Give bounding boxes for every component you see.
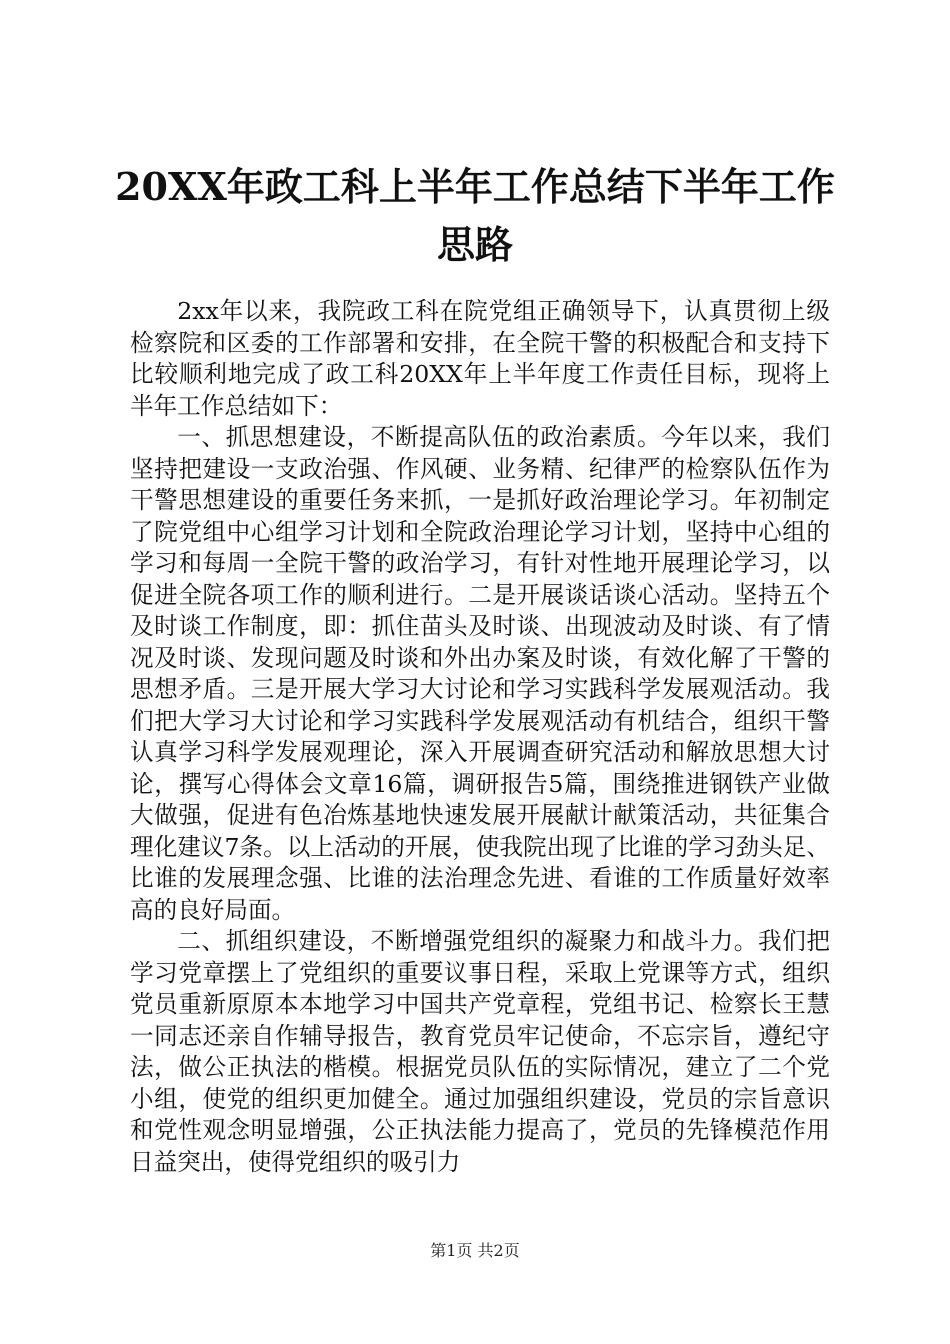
paragraph-intro: 2xx年以来，我院政工科在院党组正确领导下，认真贯彻上级检察院和区委的工作部署和安排，在全院干警的积极配合和支持下比较顺利地完成了政工科20XX年上半年度工作责任目标，现将上半年工作总结如下： xyxy=(130,297,830,420)
page-footer: 第1页 共2页 xyxy=(430,1241,520,1260)
paragraph-ideological-building: 一、抓思想建设，不断提高队伍的政治素质。今年以来，我们坚持把建设一支政治强、作风硬、业务精、纪律严的检察队伍作为干警思想建设的重要任务来抓，一是抓好政治理论学习。年初制定了院党组中心组学习计划和全院政治理论学习计划，坚持中心组的学习和每周一全院干警的政治学习，有针对性地开展理论学习，以促进全院各项工作的顺利进行。二是开展谈话谈心活动。坚持五个及时谈工作制度，即：抓住苗头及时谈、出现波动及时谈、有了情况及时谈、发现问题及时谈和外出办案及时谈，有效化解了干警的思想矛盾。三是开展大学习大讨论和学习实践科学发展观活动。我们把大学习大讨论和学习实践科学发展观活动有机结合，组织干警认真学习科学发展观理论，深入开展调查研究活动和解放思想大讨论，撰写心得体会文章16篇，调研报告5篇，围绕推进钢铁产业做大做强，促进有色冶炼基地快速发展开展献计献策活动，共征集合理化建议7条。以上活动的开展，使我院出现了比谁的学习劲头足、比谁的发展理念强、比谁的法治理念先进、看谁的工作质量好效率高的良好局面。 xyxy=(130,423,830,924)
paragraph-organizational-building: 二、抓组织建设，不断增强党组织的凝聚力和战斗力。我们把学习党章摆上了党组织的重要议事日程，采取上党课等方式，组织党员重新原原本本地学习中国共产党章程，党组书记、检察长王慧一同志还亲自作辅导报告，教育党员牢记使命，不忘宗旨，遵纪守法，做公正执法的楷模。根据党员队伍的实际情况，建立了二个党小组，使党的组织更加健全。通过加强组织建设，党员的宗旨意识和党性观念明显增强，公正执法能力提高了，党员的先锋模范作用日益突出，使得党组织的吸引力 xyxy=(130,927,830,1176)
document-body xyxy=(130,296,830,1178)
document-title: 20XX年政工科上半年工作总结下半年工作思路 xyxy=(115,164,835,267)
